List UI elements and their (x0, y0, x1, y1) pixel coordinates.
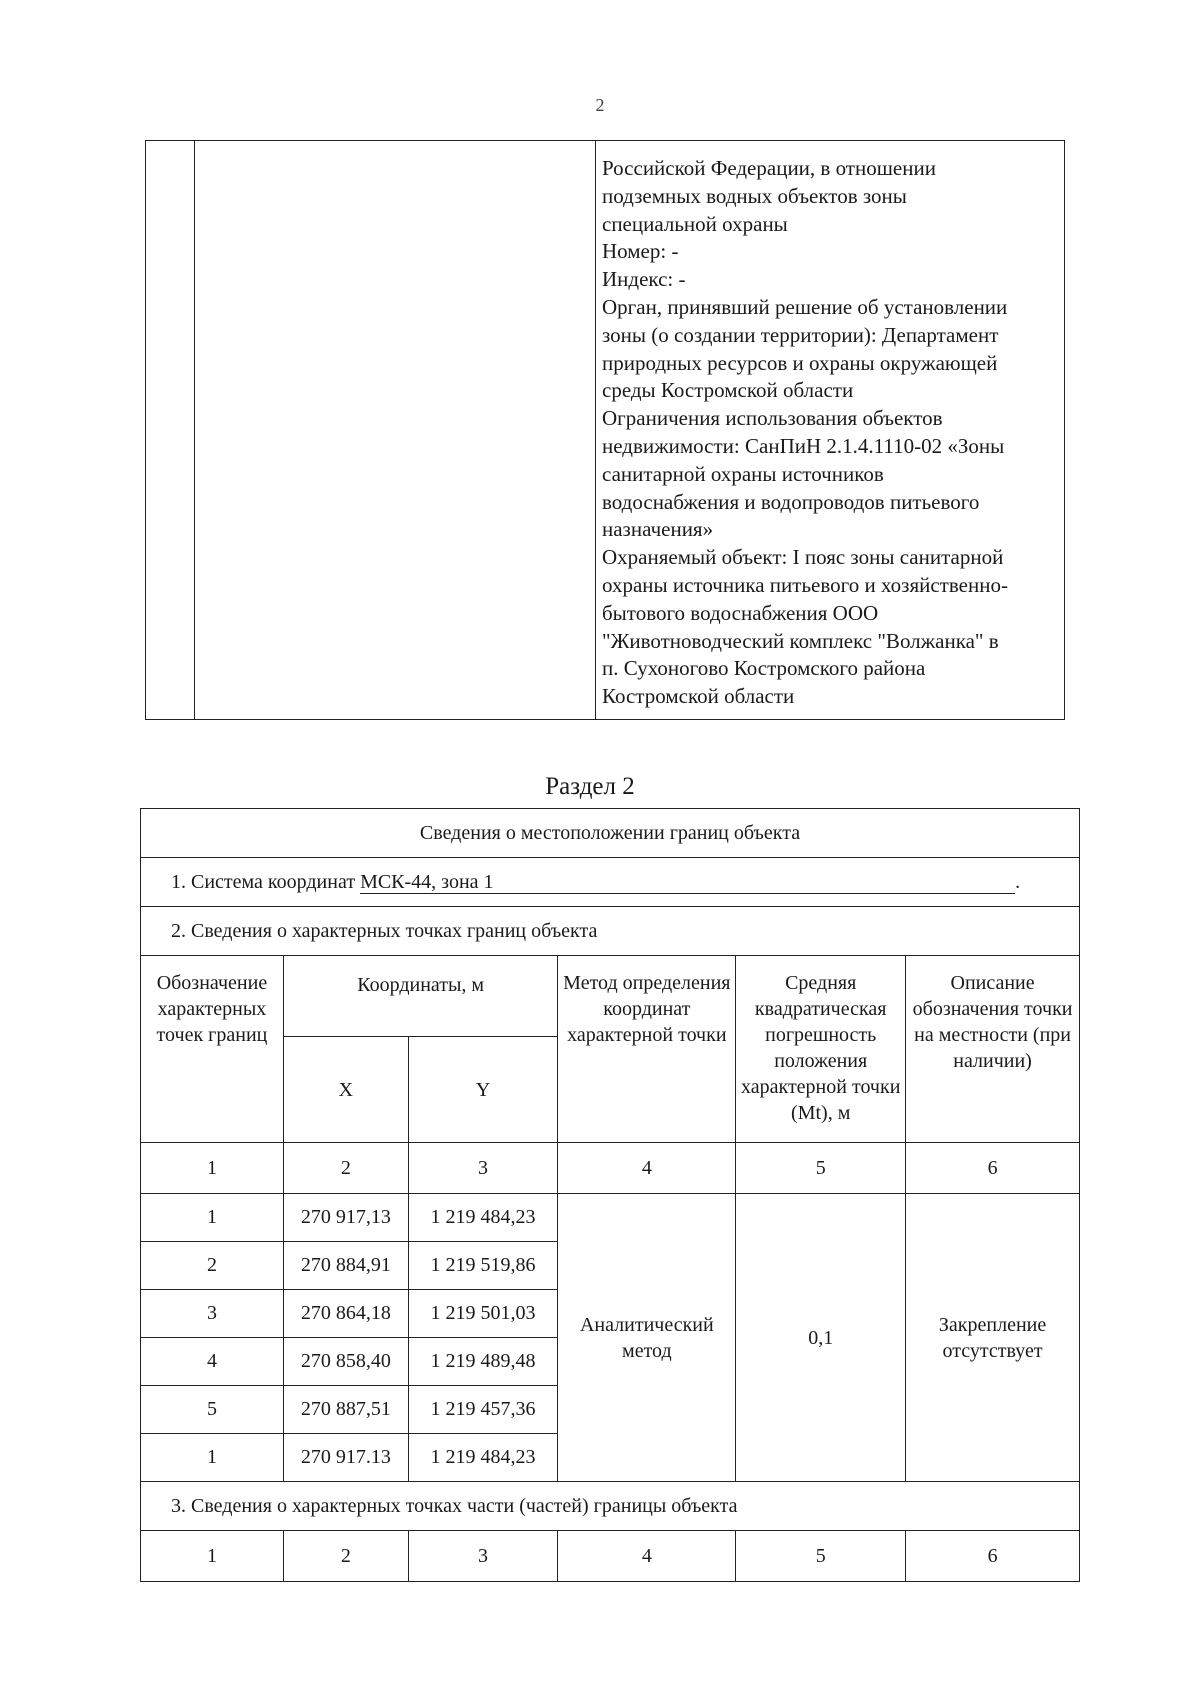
continuation-table (145, 140, 1065, 720)
boundary-table (140, 808, 1080, 1582)
column-number: 4 (558, 1143, 736, 1194)
continuation-line: недвижимости: СанПиН 2.1.4.1110-02 «Зоны (602, 433, 1005, 458)
continuation-cell-2 (195, 141, 596, 720)
parts-column-number: 5 (736, 1531, 906, 1582)
continuation-line: Российской Федерации, в отношении (602, 156, 936, 180)
parts-column-number: 4 (558, 1531, 736, 1582)
continuation-line: санитарной охраны источников (602, 461, 884, 486)
coord-system-label: 1. Система координат (171, 870, 356, 893)
header-coords: Координаты, м (283, 956, 557, 1037)
point-y: 1 219 484,23 (408, 1194, 558, 1242)
point-id: 2 (141, 1242, 284, 1290)
page-number: 2 (595, 95, 605, 115)
continuation-line: бытового водоснабжения ООО (602, 600, 879, 625)
parts-column-number: 2 (283, 1531, 408, 1582)
point-y: 1 219 489,48 (408, 1338, 558, 1386)
continuation-text-cell (596, 141, 1065, 720)
point-id: 4 (141, 1338, 284, 1386)
parts-column-number: 1 (141, 1531, 284, 1582)
header-method: Метод определения координат характерной точки (558, 956, 736, 1143)
continuation-line: среды Костромской области (602, 378, 854, 403)
parts-column-number: 6 (906, 1531, 1080, 1582)
continuation-line: Индекс: - (602, 267, 686, 292)
continuation-line: природных ресурсов и охраны окружающей (602, 350, 998, 375)
description-cell: Закрепление отсутствует (906, 1194, 1080, 1482)
point-id: 1 (141, 1194, 284, 1242)
continuation-line: Ограничения использования объектов (602, 406, 943, 431)
points-heading: 2. Сведения о характерных точках границ объекта (141, 907, 1080, 956)
point-x: 270 864,18 (283, 1290, 408, 1338)
coord-system-row (141, 858, 1080, 907)
header-x: X (283, 1037, 408, 1143)
continuation-line: Охраняемый объект: I пояс зоны санитарной (602, 545, 1004, 570)
continuation-line: Орган, принявший решение об установлении (602, 294, 1008, 319)
continuation-line: п. Сухоногово Костромского района (602, 656, 926, 681)
continuation-line: водоснабжения и водопроводов питьевого (602, 489, 980, 514)
header-y: Y (408, 1037, 558, 1143)
column-number: 2 (283, 1143, 408, 1194)
continuation-cell-1 (146, 141, 195, 720)
method-cell: Аналитический метод (558, 1194, 736, 1482)
column-number: 5 (736, 1143, 906, 1194)
point-y: 1 219 484,23 (408, 1434, 558, 1482)
point-id: 5 (141, 1386, 284, 1434)
point-y: 1 219 519,86 (408, 1242, 558, 1290)
coord-system-trail: . (1015, 870, 1021, 893)
point-x: 270 884,91 (283, 1242, 408, 1290)
continuation-line: зоны (о создании территории): Департамент (602, 322, 999, 347)
parts-heading: 3. Сведения о характерных точках части (частей) границы объекта (141, 1482, 1080, 1531)
table-title: Сведения о местоположении границ объекта (141, 809, 1080, 858)
point-x: 270 887,51 (283, 1386, 408, 1434)
column-number: 6 (906, 1143, 1080, 1194)
continuation-line: Костромской области (602, 684, 795, 709)
parts-column-number: 3 (408, 1531, 558, 1582)
error-cell: 0,1 (736, 1194, 906, 1482)
continuation-line: охраны источника питьевого и хозяйственно- (602, 572, 1008, 597)
continuation-line: "Животноводческий комплекс "Волжанка" в (602, 628, 999, 653)
section-title: Раздел 2 (545, 773, 635, 800)
continuation-line: подземных водных объектов зоны (602, 183, 907, 208)
header-error: Средняя квадратическая погрешность положения характерной точки (Mt), м (736, 956, 906, 1143)
header-description: Описание обозначения точки на местности (при наличии) (906, 956, 1080, 1143)
continuation-line: специальной охраны (602, 211, 788, 236)
point-x: 270 858,40 (283, 1338, 408, 1386)
coord-system-value: МСК-44, зона 1 (360, 871, 1015, 894)
column-number: 3 (408, 1143, 558, 1194)
point-x: 270 917.13 (283, 1434, 408, 1482)
point-y: 1 219 501,03 (408, 1290, 558, 1338)
column-number: 1 (141, 1143, 284, 1194)
point-x: 270 917,13 (283, 1194, 408, 1242)
table-row (141, 1194, 1080, 1242)
continuation-line: Номер: - (602, 239, 679, 264)
point-id: 1 (141, 1434, 284, 1482)
point-y: 1 219 457,36 (408, 1386, 558, 1434)
header-designation: Обозначение характерных точек границ (141, 956, 284, 1143)
continuation-line: назначения» (602, 517, 714, 542)
point-id: 3 (141, 1290, 284, 1338)
